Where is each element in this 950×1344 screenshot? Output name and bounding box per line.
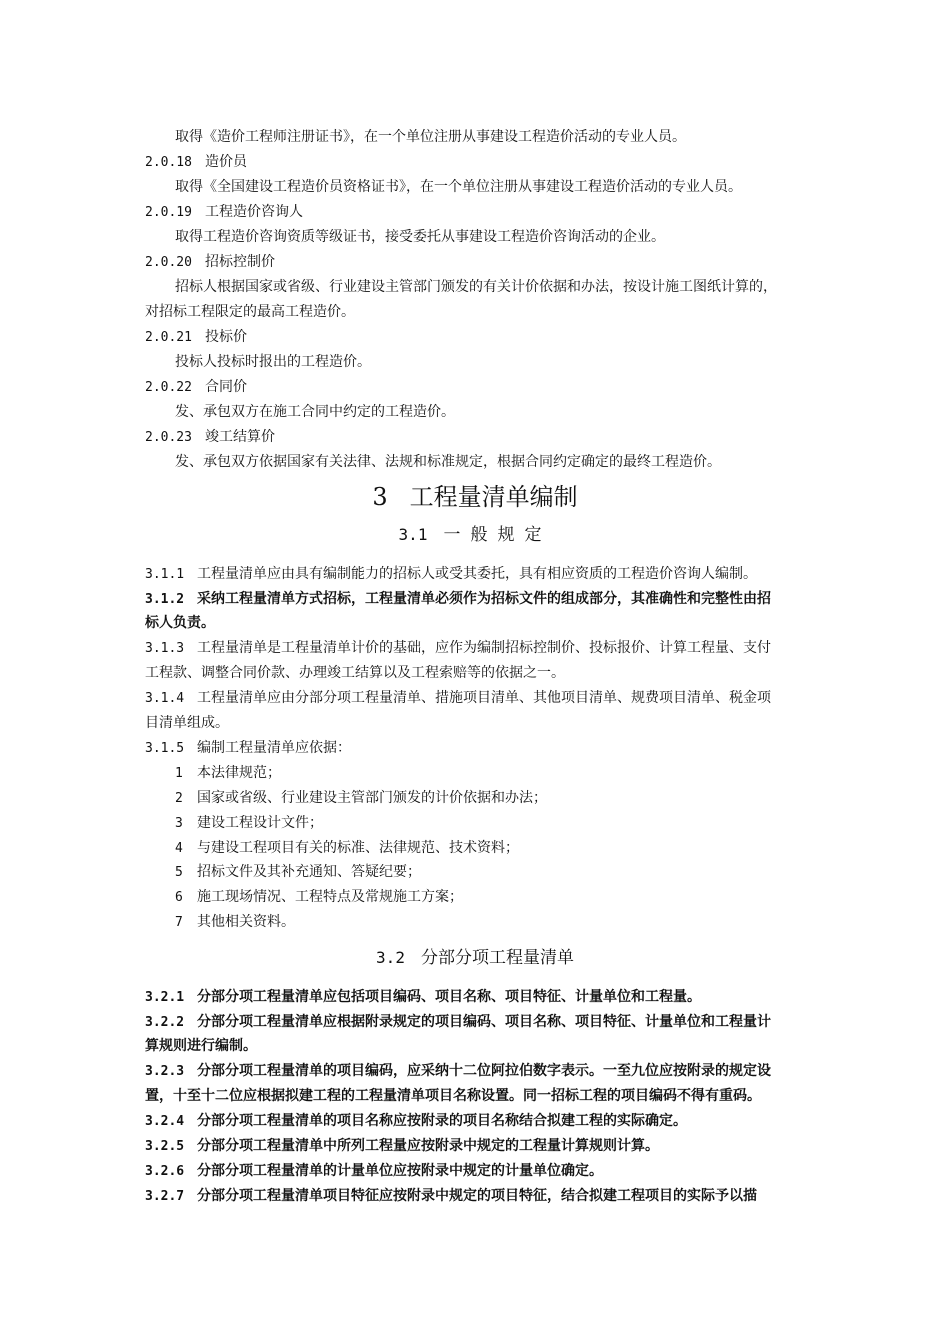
list-item: [175, 814, 323, 832]
clause-text: 工程量清单是工程量清单计价的基础，应作为编制招标控制价、投标报价、计算工程量、支付: [197, 640, 771, 656]
clause-number: 3.1.2: [145, 592, 185, 607]
term-number: 2.0.18: [145, 155, 192, 170]
term-name: 竣工结算价: [205, 429, 275, 445]
list-item-text: 与建设工程项目有关的标准、法律规范、技术资料；: [197, 840, 519, 856]
term-2-0-20-definition-line-1: 招标人根据国家或省级、行业建设主管部门颁发的有关计价依据和办法，按设计施工图纸计算的，: [175, 279, 777, 295]
list-item-number: 5: [175, 865, 183, 880]
list-item-text: 施工现场情况、工程特点及常规施工方案；: [197, 889, 463, 905]
section-number: 3.1: [398, 525, 428, 544]
clause-3-2-4: [145, 1112, 687, 1130]
term-2-0-22-heading: [145, 378, 247, 396]
clause-3-2-7: [145, 1187, 757, 1205]
list-item-number: 6: [175, 890, 183, 905]
chapter-name: 工程量清单编制: [409, 483, 578, 511]
term-number: 2.0.21: [145, 330, 192, 345]
clause-3-2-6: [145, 1162, 603, 1180]
list-item: [175, 764, 281, 782]
list-item-text: 国家或省级、行业建设主管部门颁发的计价依据和办法；: [197, 790, 547, 806]
list-item-number: 2: [175, 791, 183, 806]
clause-text: 分部分项工程量清单的项目名称应按附录的项目名称结合拟建工程的实际确定。: [197, 1113, 687, 1129]
term-2-0-20-definition-line-2: 对招标工程限定的最高工程造价。: [145, 304, 355, 320]
term-2-0-18-definition: 取得《全国建设工程造价员资格证书》，在一个单位注册从事建设工程造价活动的专业人员。: [175, 179, 742, 195]
clause-3-2-5: [145, 1137, 659, 1155]
clause-3-2-3-line-2: 置，十至十二位应根据拟建工程的工程量清单项目名称设置。同一招标工程的项目编码不得有重码。: [145, 1088, 761, 1104]
term-name: 造价员: [205, 154, 247, 170]
list-item: [175, 839, 519, 857]
section-3-1-title: [0, 524, 950, 546]
term-2-0-19-heading: [145, 203, 303, 221]
clause-number: 3.1.3: [145, 641, 185, 656]
clause-number: 3.1.4: [145, 691, 185, 706]
term-name: 合同价: [205, 379, 247, 395]
section-3-2-title: [0, 947, 950, 969]
term-name: 招标控制价: [205, 254, 275, 270]
chapter-number: 3: [372, 483, 388, 511]
clause-text: 分部分项工程量清单的计量单位应按附录中规定的计量单位确定。: [197, 1163, 603, 1179]
clause-number: 3.2.1: [145, 990, 185, 1005]
term-number: 2.0.20: [145, 255, 192, 270]
term-2-0-20-heading: [145, 253, 275, 271]
clause-3-1-4-line-1: [145, 689, 771, 707]
clause-text: 分部分项工程量清单应包括项目编码、项目名称、项目特征、计量单位和工程量。: [197, 989, 701, 1005]
clause-3-1-2-line-1: [145, 590, 771, 608]
term-name: 工程造价咨询人: [205, 204, 303, 220]
list-item: [175, 789, 547, 807]
list-item-text: 本法律规范；: [197, 765, 281, 781]
term-number: 2.0.22: [145, 380, 192, 395]
term-2-0-21-heading: [145, 328, 247, 346]
clause-3-1-2-line-2: 标人负责。: [145, 615, 215, 631]
list-item-number: 7: [175, 915, 183, 930]
clause-number: 3.2.6: [145, 1164, 185, 1179]
list-item: [175, 888, 463, 906]
term-number: 2.0.23: [145, 430, 192, 445]
clause-text: 编制工程量清单应依据：: [197, 740, 351, 756]
list-item-number: 4: [175, 841, 183, 856]
clause-number: 3.2.4: [145, 1114, 185, 1129]
clause-number: 3.2.5: [145, 1139, 185, 1154]
term-2-0-21-definition: 投标人投标时报出的工程造价。: [175, 354, 371, 370]
clause-text: 分部分项工程量清单应根据附录规定的项目编码、项目名称、项目特征、计量单位和工程量计: [197, 1014, 771, 1030]
list-item-number: 3: [175, 816, 183, 831]
clause-3-1-5: [145, 739, 351, 757]
clause-3-1-3-line-1: [145, 639, 771, 657]
term-2-0-17-definition: 取得《造价工程师注册证书》，在一个单位注册从事建设工程造价活动的专业人员。: [175, 129, 686, 145]
clause-text: 工程量清单应由具有编制能力的招标人或受其委托，具有相应资质的工程造价咨询人编制。: [197, 566, 757, 582]
clause-3-1-4-line-2: 目清单组成。: [145, 715, 229, 731]
list-item: [175, 913, 295, 931]
clause-3-2-2-line-1: [145, 1013, 771, 1031]
clause-number: 3.2.3: [145, 1064, 185, 1079]
term-name: 投标价: [205, 329, 247, 345]
list-item-text: 建设工程设计文件；: [197, 815, 323, 831]
clause-text: 分部分项工程量清单的项目编码，应采纳十二位阿拉伯数字表示。一至九位应按附录的规定设: [197, 1063, 771, 1079]
term-2-0-22-definition: 发、承包双方在施工合同中约定的工程造价。: [175, 404, 455, 420]
section-number: 3.2: [376, 948, 405, 967]
clause-3-1-1: [145, 565, 757, 583]
term-2-0-23-definition: 发、承包双方依据国家有关法律、法规和标准规定，根据合同约定确定的最终工程造价。: [175, 454, 721, 470]
list-item-text: 其他相关资料。: [197, 914, 295, 930]
term-2-0-19-definition: 取得工程造价咨询资质等级证书，接受委托从事建设工程造价咨询活动的企业。: [175, 229, 665, 245]
clause-text: 工程量清单应由分部分项工程量清单、措施项目清单、其他项目清单、规费项目清单、税金项: [197, 690, 771, 706]
clause-number: 3.2.7: [145, 1189, 185, 1204]
section-name: 分部分项工程量清单: [420, 948, 574, 968]
clause-text: 分部分项工程量清单中所列工程量应按附录中规定的工程量计算规则计算。: [197, 1138, 659, 1154]
list-item-number: 1: [175, 766, 183, 781]
term-2-0-18-heading: [145, 153, 247, 171]
clause-text: 分部分项工程量清单项目特征应按附录中规定的项目特征，结合拟建工程项目的实际予以描: [197, 1188, 757, 1204]
clause-3-2-1: [145, 988, 701, 1006]
chapter-title: [0, 482, 950, 512]
clause-3-1-3-line-2: 工程款、调整合同价款、办理竣工结算以及工程索赔等的依据之一。: [145, 665, 565, 681]
clause-text: 采纳工程量清单方式招标，工程量清单必须作为招标文件的组成部分，其准确性和完整性由招: [197, 591, 771, 607]
list-item: [175, 863, 421, 881]
term-2-0-23-heading: [145, 428, 275, 446]
clause-number: 3.1.5: [145, 741, 185, 756]
clause-number: 3.2.2: [145, 1015, 185, 1030]
section-name: 一般规定: [443, 525, 552, 545]
clause-3-2-2-line-2: 算规则进行编制。: [145, 1038, 257, 1054]
term-number: 2.0.19: [145, 205, 192, 220]
clause-number: 3.1.1: [145, 567, 185, 582]
list-item-text: 招标文件及其补充通知、答疑纪要；: [197, 864, 421, 880]
clause-3-2-3-line-1: [145, 1062, 771, 1080]
